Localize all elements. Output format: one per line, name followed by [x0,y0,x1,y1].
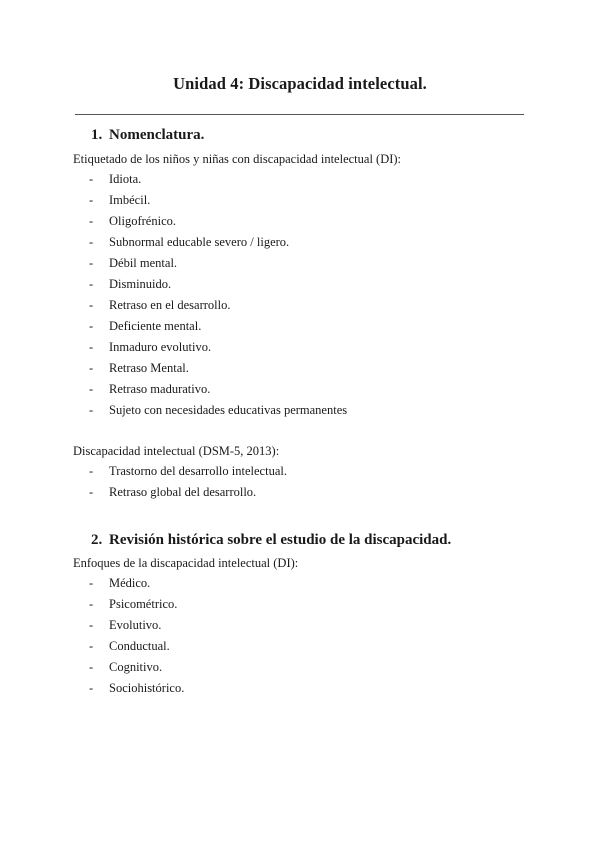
list-item: - Trastorno del desarrollo intelectual. [73,461,543,482]
bullet: - [89,298,94,312]
section-title: Revisión histórica sobre el estudio de la discapacidad. [109,532,452,548]
bullet: - [89,403,94,417]
bullet: - [89,576,94,590]
list-item: - Cognitivo. [73,657,543,678]
section-number: 2. [91,532,103,548]
list-item: - Evolutivo. [73,615,543,636]
bullet: - [89,361,94,375]
section-nomenclatura [73,125,543,503]
bullet: - [89,382,94,396]
bullet: - [89,660,94,674]
list-item: - Retraso global del desarrollo. [73,482,543,503]
section-heading [91,530,543,550]
bullet: - [89,639,94,653]
page-title: Unidad 4: Discapacidad intelectual. [173,74,427,93]
list-item: - Médico. [73,573,543,594]
bullet: - [89,214,94,228]
list-item: - Deficiente mental. [73,316,543,337]
list-item: - Sociohistórico. [73,678,543,699]
bullet: - [89,485,94,499]
list-item: - Retraso en el desarrollo. [73,295,543,316]
list-item: - Psicométrico. [73,594,543,615]
bullet: - [89,681,94,695]
approaches-list [73,573,543,699]
list-item: - Retraso Mental. [73,358,543,379]
bullet: - [89,340,94,354]
section-intro: Enfoques de la discapacidad intelectual (DI): [73,556,299,570]
list-item: - Imbécil. [73,190,543,211]
section-revision-historica [73,530,543,699]
bullet: - [89,319,94,333]
list-item: - Inmaduro evolutivo. [73,337,543,358]
section-intro: Etiquetado de los niños y niñas con discapacidad intelectual (DI): [73,152,402,166]
list-item: - Débil mental. [73,253,543,274]
bullet: - [89,172,94,186]
bullet: - [89,277,94,291]
section-intro-dsm: Discapacidad intelectual (DSM-5, 2013): [73,444,280,458]
bullet: - [89,256,94,270]
bullet: - [89,235,94,249]
label-list [73,169,543,421]
bullet: - [89,597,94,611]
section-number: 1. [91,127,103,143]
list-item: - Disminuido. [73,274,543,295]
bullet: - [89,618,94,632]
list-item: - Retraso madurativo. [73,379,543,400]
list-item: - Sujeto con necesidades educativas permanentes [73,400,543,421]
list-item: - Idiota. [73,169,543,190]
bullet: - [89,464,94,478]
list-item: - Oligofrénico. [73,211,543,232]
section-heading [91,125,543,145]
dsm-list [73,461,543,503]
list-item: - Conductual. [73,636,543,657]
section-title: Nomenclatura. [109,127,205,143]
bullet: - [89,193,94,207]
list-item: - Subnormal educable severo / ligero. [73,232,543,253]
title-divider [75,114,524,115]
